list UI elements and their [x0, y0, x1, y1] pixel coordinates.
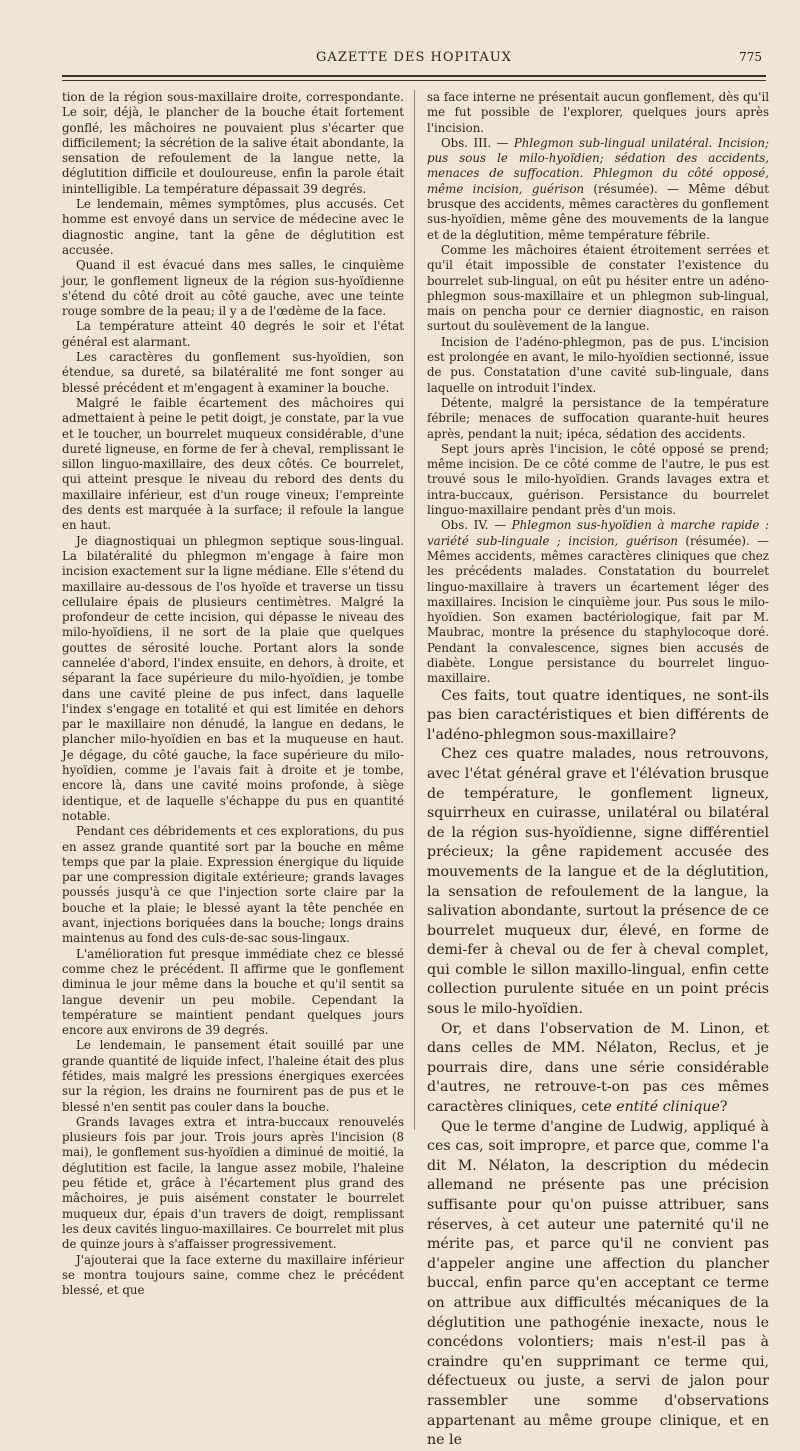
paragraph: Comme les mâchoires étaient étroitement serrées et qu'il était impossible de constater l'existence du bourrelet sub-lingual, on eût pu hésiter entre un adéno-phlegmon sous-maxillaire et un phlegmon sub-lingual, mais on pencha pour ce dernier diagnostic, en raison surtout du soulèvement de la langue. — [427, 242, 769, 334]
paragraph: La température atteint 40 degrés le soir et l'état général est alarmant. — [62, 319, 404, 349]
journal-title: GAZETTE DES HOPITAUX — [316, 50, 512, 65]
paragraph: Les caractères du gonflement sus-hyoïdien, son étendue, sa dureté, sa bilatéralité me font songer au blessé précédent et m'engagent à examiner la bouche. — [62, 350, 404, 395]
observation-3 — [427, 136, 769, 243]
paragraph — [427, 1020, 769, 1118]
italic-text: e entité clinique — [603, 1099, 720, 1116]
header-rule-thin — [62, 80, 766, 81]
page-number: 775 — [739, 50, 762, 64]
left-column — [62, 90, 404, 1298]
observation-4 — [427, 518, 769, 686]
paragraph: Détente, malgré la persistance de la température fébrile; menaces de suffocation quarante-huit heures après, pendant la nuit; ipéca, sédation des accidents. — [427, 395, 769, 441]
obs-label: Obs. III. — — [441, 135, 514, 150]
right-column — [427, 90, 769, 1449]
paragraph: Ces faits, tout quatre identiques, ne sont-ils pas bien caractéristiques et bien différents de l'adéno-phlegmon sous-maxillaire? — [427, 687, 769, 743]
column-divider — [414, 90, 415, 1130]
text: Or, et dans l'observation de M. Linon, et dans celles de MM. Nélaton, Reclus, et je pourrais dire, dans une série considérable d'autres, ne retrouve-t-on pas ces mêmes caractères cliniques, cet — [427, 1020, 769, 1116]
paragraph: tion de la région sous-maxillaire droite, correspondante. Le soir, déjà, le plancher de la bouche était fortement gonflé, les mâchoires ne pouvaient plus s'écarter que difficilement; la sécrétion de la salive était abondante, la sensation de refoulement de la langue nette, la déglutition difficile et douloureuse, enfin la parole était inintelligible. La température dépassait 39 degrés. — [62, 90, 404, 196]
header-rule — [62, 75, 766, 77]
paragraph: Pendant ces débridements et ces explorations, du pus en assez grande quantité sort par la bouche en même temps que par la plaie. Expression énergique du liquide par une compression digitale extérieure; grands lavages poussés jusqu'à ce que l'injection sorte claire par la bouche et la plaie; le blessé ayant la tête penchée en avant, injections boriquées dans la bouche; longs drains maintenus au fond des culs-de-sac sous-lingaux. — [62, 824, 404, 946]
paragraph: Malgré le faible écartement des mâchoires qui admettaient à peine le petit doigt, je constate, par la vue et le toucher, un bourrelet muqueux considérable, d'une dureté ligneuse, en forme de fer à cheval, remplissant le sillon linguo-maxillaire, des deux côtés. Ce bourrelet, qui atteint presque le niveau du rebord des dents du maxillaire inférieur, est d'un rouge vineux; l'empreinte des dents est marquée à la surface; il refoule la langue en haut. — [62, 395, 404, 533]
paragraph: Sept jours après l'incision, le côté opposé se prend; même incision. De ce côté comme de l'autre, le pus est trouvé sous le milo-hyoïdien. Grands lavages extra et intra-buccaux, guérison. Persistance du bourrelet linguo-maxillaire pendant près d'un mois. — [427, 441, 769, 518]
paragraph: Le lendemain, mêmes symptômes, plus accusés. Cet homme est envoyé dans un service de médecine avec le diagnostic angine, tant la gêne de déglutition est accusée. — [62, 197, 404, 257]
paragraph: sa face interne ne présentait aucun gonflement, dès qu'il me fut possible de l'explorer, quelques jours après l'incision. — [427, 90, 769, 135]
obs-text: (résumée). — Même début brusque des accidents, mêmes caractères du gonflement sus-hyoïdien, même gêne des mouvements de la langue et de la déglutition, même température fébrile. — [427, 181, 769, 242]
obs-label: Obs. IV. — — [441, 518, 512, 533]
page-header — [62, 46, 766, 66]
paragraph: Quand il est évacué dans mes salles, le cinquième jour, le gonflement ligneux de la région sus-hyoïdienne s'étend du côté droit au côté gauche, avec une teinte rouge sombre de la peau; il y a de l'œdème de la face. — [62, 258, 404, 319]
text: ? — [719, 1099, 728, 1116]
obs-title: Phlegmon sub-lingual unilatéral. Incision; pus sous le milo-hyoïdien; sédation des accidents, menaces de suffocation. Phlegmon du côté opposé, même incision, guérison — [427, 135, 769, 196]
paragraph: Grands lavages extra et intra-buccaux renouvelés plusieurs fois par jour. Trois jours après l'incision (8 mai), le gonflement sus-hyoïdien a diminué de moitié, la déglutition est facile, la langue assez mobile, l'haleine peu fétide et, grâce à l'écartement plus grand des mâchoires, je puis aisément constater le bourrelet muqueux dur, épais d'un travers de doigt, remplissant les deux cavités linguo-maxillaires. Ce bourrelet mit plus de quinze jours à s'affaisser progressivement. — [62, 1114, 404, 1252]
paragraph: J'ajouterai que la face externe du maxillaire inférieur se montra toujours saine, comme chez le précédent blessé, et que — [62, 1252, 404, 1298]
paragraph: Je diagnostiquai un phlegmon septique sous-lingual. La bilatéralité du phlegmon m'engage à faire mon incision exactement sur la ligne médiane. Elle s'étend du maxillaire au-dessous de l'os hyoïde et traverse un tissu cellulaire épais de plusieurs centimètres. Malgré la profondeur de cette incision, qui dépasse le niveau des milo-hyoïdiens, il ne sort de la plaie que quelques gouttes de sérosité louche. Portant alors la sonde cannelée d'abord, l'index ensuite, en dehors, à droite, et séparant la face supérieure du milo-hyoïdien, je tombe dans une cavité pleine de pus infect, dans laquelle l'index s'engage en totalité et qui est limitée en dehors par le maxillaire non dénudé, la langue en dedans, le plancher milo-hyoïdien en bas et la muqueuse en haut. Je dégage, du côté gauche, la face supérieure du milo-hyoïdien, comme je l'avais fait à droite et je tombe, encore là, dans une cavité moins profonde, à siège identique, et de laquelle s'échappe du pus en quantité notable. — [62, 533, 404, 823]
paragraph: Chez ces quatre malades, nous retrouvons, avec l'état général grave et l'élévation brusque de température, le gonflement ligneux, squirrheux en cuirasse, unilatéral ou bilatéral de la région sus-hyoïdienne, signe différentiel précieux; la gêne rapidement accusée des mouvements de la langue et de la déglutition, la sensation de refoulement de la langue, la salivation abondante, surtout la présence de ce bourrelet muqueux dur, élevé, en forme de demi-fer à cheval ou de fer à cheval complet, qui comble le sillon maxillo-lingual, enfin cette collection purulente située en un point précis sous le milo-hyoïdien. — [427, 746, 769, 1018]
paragraph: Que le terme d'angine de Ludwig, appliqué à ces cas, soit impropre, et parce que, comme l'a dit M. Nélaton, la description du médecin allemand ne présente pas une précision suffisante pour qu'on puisse attribuer, sans réserves, à cet auteur une paternité qu'il ne mérite pas, et parce qu'il ne convient pas d'appeler angine une affection du plancher buccal, enfin parce qu'en acceptant ce terme on attribue aux difficultés mécaniques de la déglutition une pathogénie inexacte, nous le concédons volontiers; mais n'est-il pas à craindre qu'en supprimant ce terme qui, défectueux ou juste, a servi de jalon pour rassembler une somme d'observations appartenant au même groupe clinique, et en ne le — [427, 1118, 769, 1449]
obs-title: Phlegmon sus-hyoïdien à marche rapide : variété sub-linguale ; incision, guérison — [427, 518, 769, 548]
paragraph: Incision de l'adéno-phlegmon, pas de pus. L'incision est prolongée en avant, le milo-hyoïdien sectionné, issue de pus. Constatation d'une cavité sub-linguale, dans laquelle on introduit l'index. — [427, 334, 769, 395]
paragraph: L'amélioration fut presque immédiate chez ce blessé comme chez le précédent. Il affirme que le gonflement diminua le jour même dans la bouche et qu'il sentit sa langue devenir un peu mobile. Cependant la température se maintient pendant quelques jours encore aux environs de 39 degrés. — [62, 946, 404, 1038]
paragraph: Le lendemain, le pansement était souillé par une grande quantité de liquide infect, l'haleine était des plus fétides, mais malgré les pressions énergiques exercées sur la région, les drains ne fournirent pas de pus et le blessé n'en sentit pas couler dans la bouche. — [62, 1038, 404, 1114]
obs-text: (résumée). — Mêmes accidents, mêmes caractères cliniques que chez les précédents malades. Constatation du bourrelet linguo-maxillaire à travers un écartement léger des maxillaires. Incision le cinquième jour. Pus sous le milo-hyoïdien. Son examen bactériologique, fait par M. Maubrac, montre la présence du staphylocoque doré. Pendant la convalescence, signes bien accusés de diabète. Longue persistance du bourrelet linguo-maxillaire. — [427, 533, 769, 686]
